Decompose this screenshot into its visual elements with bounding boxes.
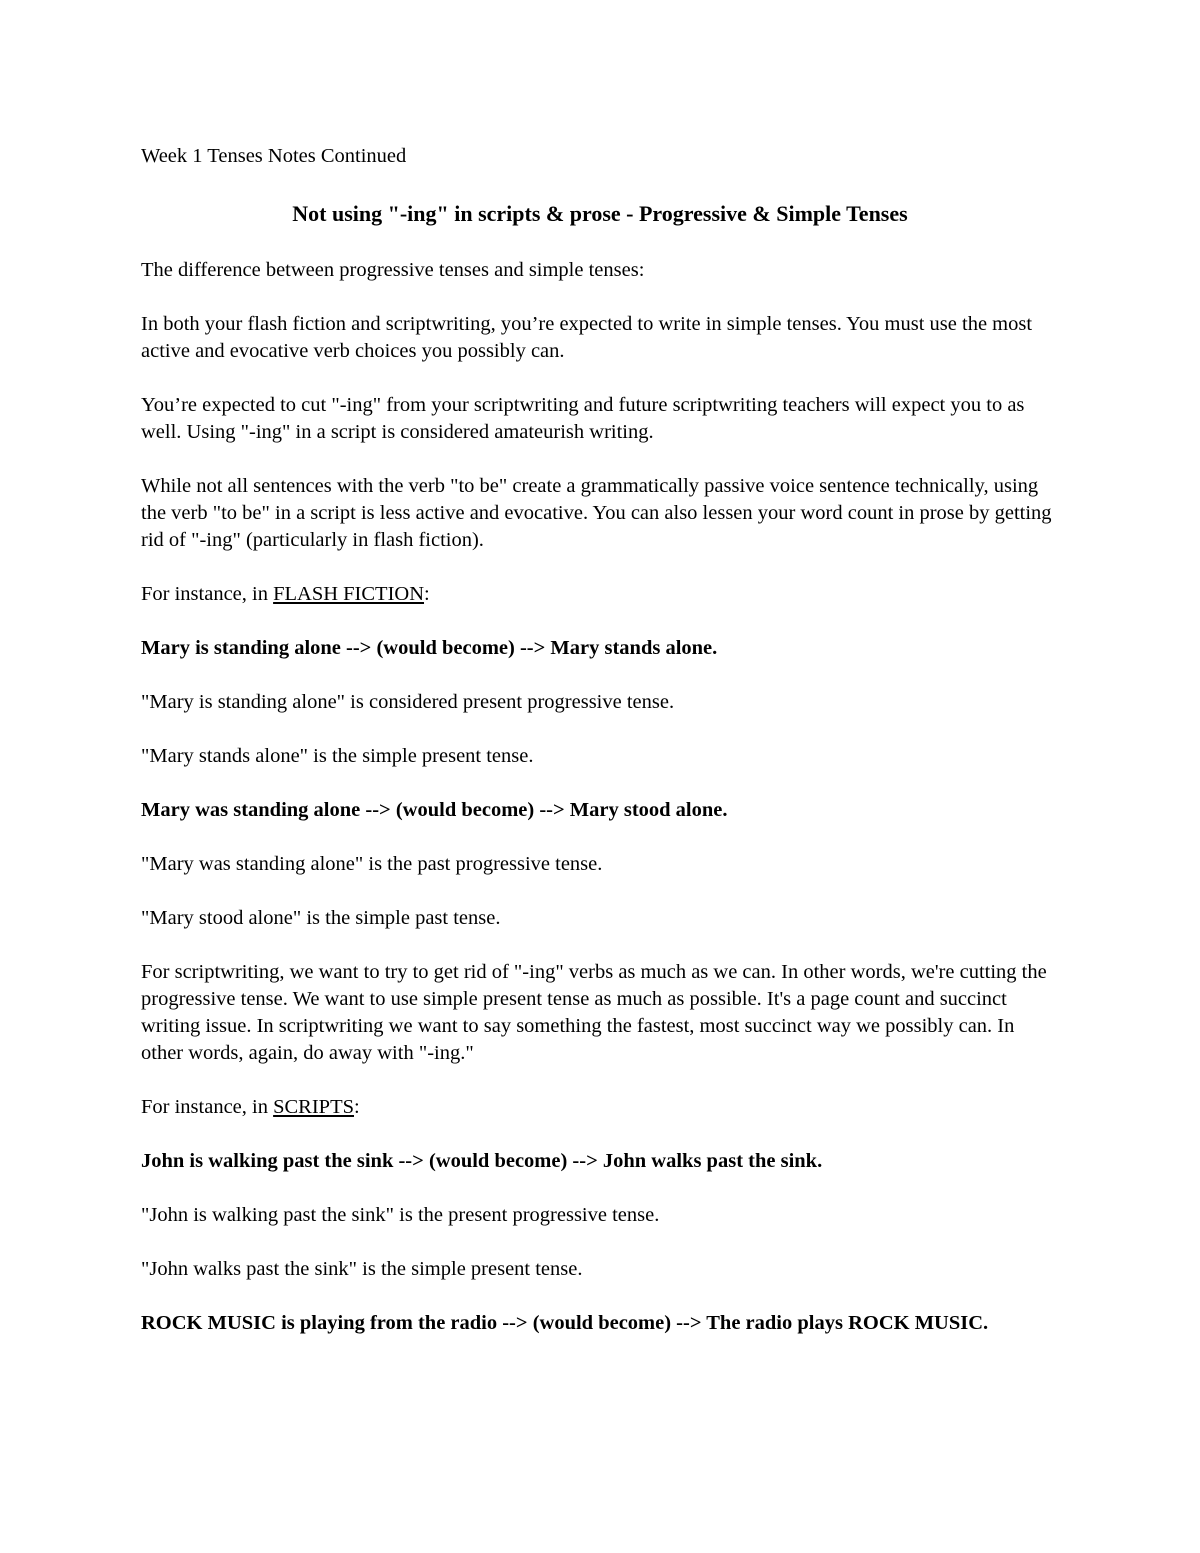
paragraph-scriptwriting: For scriptwriting, we want to try to get rid of "-ing" verbs as much as we can. In other words, we're cutting the progressive tense. We want to use simple present tense as much as possible. It's a page count and succinct writing issue. In scriptwriting we want to say something the fastest, most succinct way we possibly can. In other words, again, do away with "-ing." <box>141 961 1047 1064</box>
flash-intro-prefix: For instance, in <box>141 583 274 605</box>
flash-fiction-intro <box>141 581 1059 608</box>
scripts-intro <box>141 1094 1059 1121</box>
example-mary-present: Mary is standing alone --> (would become) --> Mary stands alone. <box>141 637 718 659</box>
example-mary-past: Mary was standing alone --> (would become) --> Mary stood alone. <box>141 799 728 821</box>
paragraph-difference: The difference between progressive tenses and simple tenses: <box>141 259 645 281</box>
example-mary-simple-present-note: "Mary stands alone" is the simple present tense. <box>141 745 534 767</box>
scripts-intro-suffix: : <box>354 1096 360 1118</box>
document-heading: Week 1 Tenses Notes Continued <box>141 145 407 167</box>
example-mary-present-progressive-note: "Mary is standing alone" is considered present progressive tense. <box>141 691 675 713</box>
flash-fiction-label: FLASH FICTION <box>273 583 425 605</box>
example-mary-simple-past-note: "Mary stood alone" is the simple past tense. <box>141 907 501 929</box>
example-john-walks: John is walking past the sink --> (would become) --> John walks past the sink. <box>141 1150 823 1172</box>
paragraph-to-be: While not all sentences with the verb "to be" create a grammatically passive voice sentence technically, using the verb "to be" in a script is less active and evocative. You can also lessen your word count in prose by getting rid of "-ing" (particularly in flash fiction). <box>141 475 1052 551</box>
example-john-simple-present-note: "John walks past the sink" is the simple present tense. <box>141 1258 583 1280</box>
scripts-intro-prefix: For instance, in <box>141 1096 274 1118</box>
scripts-label: SCRIPTS <box>273 1096 354 1118</box>
example-john-present-progressive-note: "John is walking past the sink" is the present progressive tense. <box>141 1204 660 1226</box>
example-rock-music: ROCK MUSIC is playing from the radio --> (would become) --> The radio plays ROCK MUSIC. <box>141 1312 989 1334</box>
document-body <box>141 143 1059 1364</box>
example-mary-past-progressive-note: "Mary was standing alone" is the past progressive tense. <box>141 853 603 875</box>
paragraph-cut-ing: You’re expected to cut "-ing" from your scriptwriting and future scriptwriting teachers will expect you to as well. Using "-ing" in a script is considered amateurish writing. <box>141 394 1025 443</box>
paragraph-simple-tenses: In both your flash fiction and scriptwriting, you’re expected to write in simple tenses. You must use the most active and evocative verb choices you possibly can. <box>141 313 1033 362</box>
flash-intro-suffix: : <box>424 583 430 605</box>
document-title: Not using "-ing" in scripts & prose - Progressive & Simple Tenses <box>292 201 908 226</box>
